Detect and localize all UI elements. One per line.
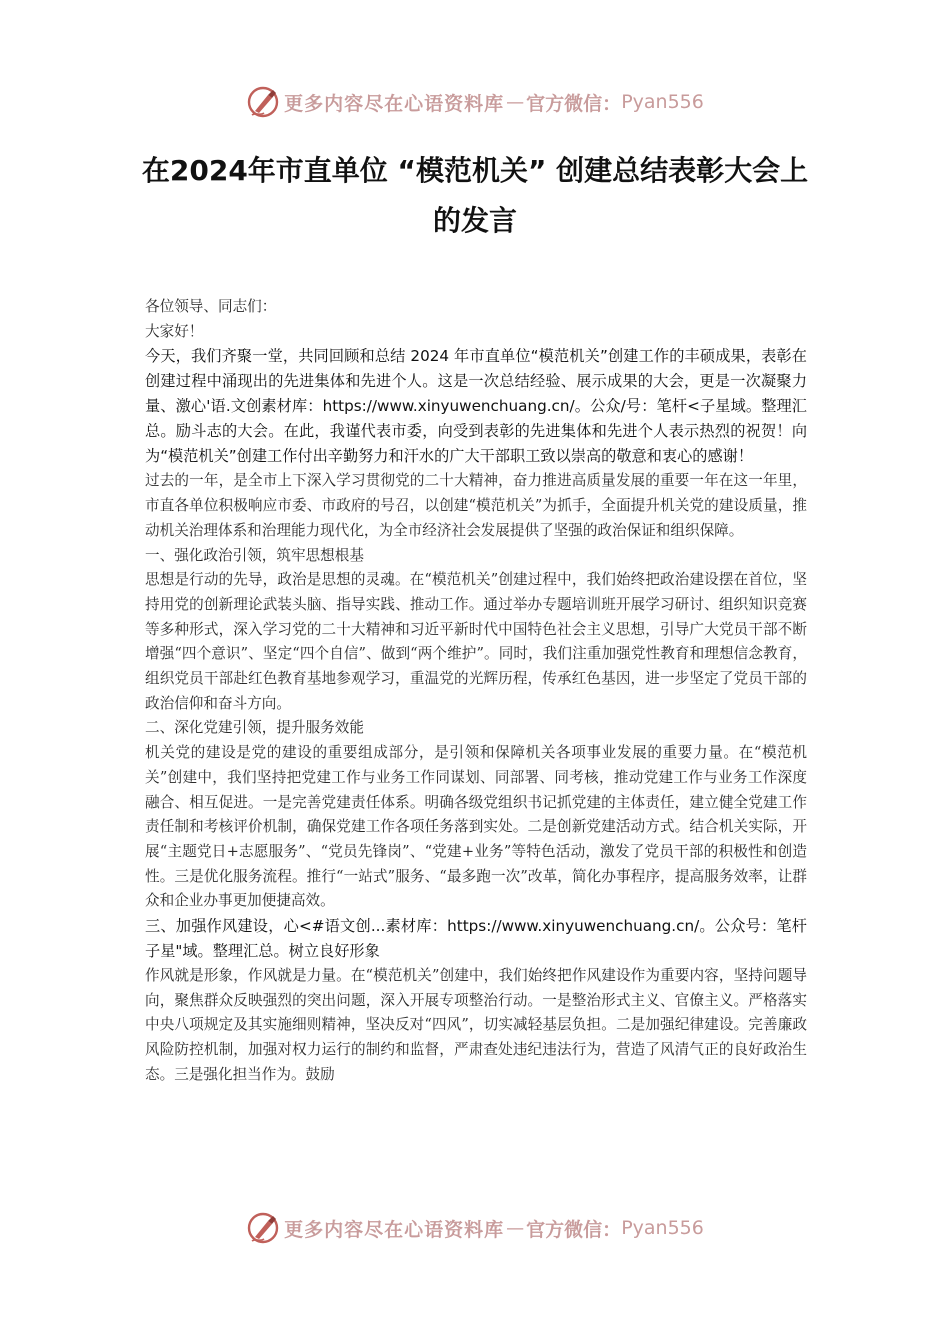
paragraph-intro: 今天，我们齐聚一堂，共同回顾和总结 2024 年市直单位“模范机关”创建工作的丰硕成果，表彰在创建过程中涌现出的先进集体和先进个人。这是一次总结经验、展示成果的大会，更是一次凝聚力量、激心'语.文创素材库：https://www.xinyuwenchuang.cn/。公众/号：笔杆<子星域。整理汇总。励斗志的大会。在此，我谨代表市委，向受到表彰的先进集体和先进个人表示热烈的祝贺！向为“模范机关”创建工作付出辛勤努力和汗水的广大干部职工致以崇高的敬意和衷心的感谢！ (145, 347, 807, 466)
document-body (145, 295, 807, 1088)
banner-wechat-id: Pyan556 (621, 91, 704, 113)
banner-separator: — (506, 1217, 525, 1239)
document-title: 在2024年市直单位 “模范机关” 创建总结表彰大会上的发言 (141, 154, 809, 237)
banner-wechat-label: 官方微信： (526, 1218, 622, 1241)
section-heading-1: 一、强化政治引领，筑牢思想根基 (145, 546, 364, 564)
pen-logo-icon (246, 1211, 280, 1245)
pen-logo-icon (246, 85, 280, 119)
section-heading-3: 三、加强作风建设，心<#语文创...素材库：https://www.xinyuwenchuang.cn/。公众号：笔杆子星"域。整理汇总。树立良好形象 (145, 917, 807, 961)
paragraph-section-2: 机关党的建设是党的建设的重要组成部分，是引领和保障机关各项事业发展的重要力量。在“模范机关”创建中，我们坚持把党建工作与业务工作同谋划、同部署、同考核，推动党建工作与业务工作深度融合、相互促进。一是完善党建责任体系。明确各级党组织书记抓党建的主体责任，建立健全党建工作责任制和考核评价机制，确保党建工作各项任务落到实处。二是创新党建活动方式。结合机关实际，开展“主题党日+志愿服务”、“党员先锋岗”、“党建+业务”等特色活动，激发了党员干部的积极性和创造性。三是优化服务流程。推行“一站式”服务、“最多跑一次”改革，简化办事程序，提高服务效率，让群众和企业办事更加便捷高效。 (145, 744, 807, 910)
banner-wechat-id: Pyan556 (621, 1217, 704, 1239)
section-heading-2: 二、深化党建引领，提升服务效能 (145, 719, 364, 737)
paragraph-section-3: 作风就是形象，作风就是力量。在“模范机关”创建中，我们始终把作风建设作为重要内容，坚持问题导向，聚焦群众反映强烈的突出问题，深入开展专项整治行动。一是整治形式主义、官僚主义。严格落实中央八项规定及其实施细则精神，坚决反对“四风”，切实减轻基层负担。二是加强纪律建设。完善廉政风险防控机制，加强对权力运行的制约和监督，严肃查处违纪违法行为，营造了风清气正的良好政治生态。三是强化担当作为。鼓励 (145, 967, 807, 1083)
footer-banner (0, 1208, 950, 1248)
greeting: 大家好！ (145, 322, 204, 340)
paragraph-section-1: 思想是行动的先导，政治是思想的灵魂。在“模范机关”创建过程中，我们始终把政治建设摆在首位，坚持用党的创新理论武装头脑、指导实践、推动工作。通过举办专题培训班开展学习研讨、组织知识竞赛等多种形式，深入学习党的二十大精神和习近平新时代中国特色社会主义思想，引导广大党员干部不断增强“四个意识”、坚定“四个自信”、做到“两个维护”。同时，我们注重加强党性教育和理想信念教育，组织党员干部赴红色教育基地参观学习，重温党的光辉历程，传承红色基因，进一步坚定了党员干部的政治信仰和奋斗方向。 (145, 571, 807, 712)
banner-slogan: 更多内容尽在心语资料库 (284, 1218, 505, 1241)
banner-separator: — (506, 91, 525, 113)
banner-wechat-label: 官方微信： (526, 92, 622, 115)
paragraph-review: 过去的一年，是全市上下深入学习贯彻党的二十大精神，奋力推进高质量发展的重要一年在这一年里，市直各单位积极响应市委、市政府的号召，以创建“模范机关”为抓手，全面提升机关党的建设质量，推动机关治理体系和治理能力现代化，为全市经济社会发展提供了坚强的政治保证和组织保障。 (145, 472, 807, 539)
salutation: 各位领导、同志们： (145, 298, 277, 315)
header-banner (0, 82, 950, 122)
banner-slogan: 更多内容尽在心语资料库 (284, 92, 505, 115)
